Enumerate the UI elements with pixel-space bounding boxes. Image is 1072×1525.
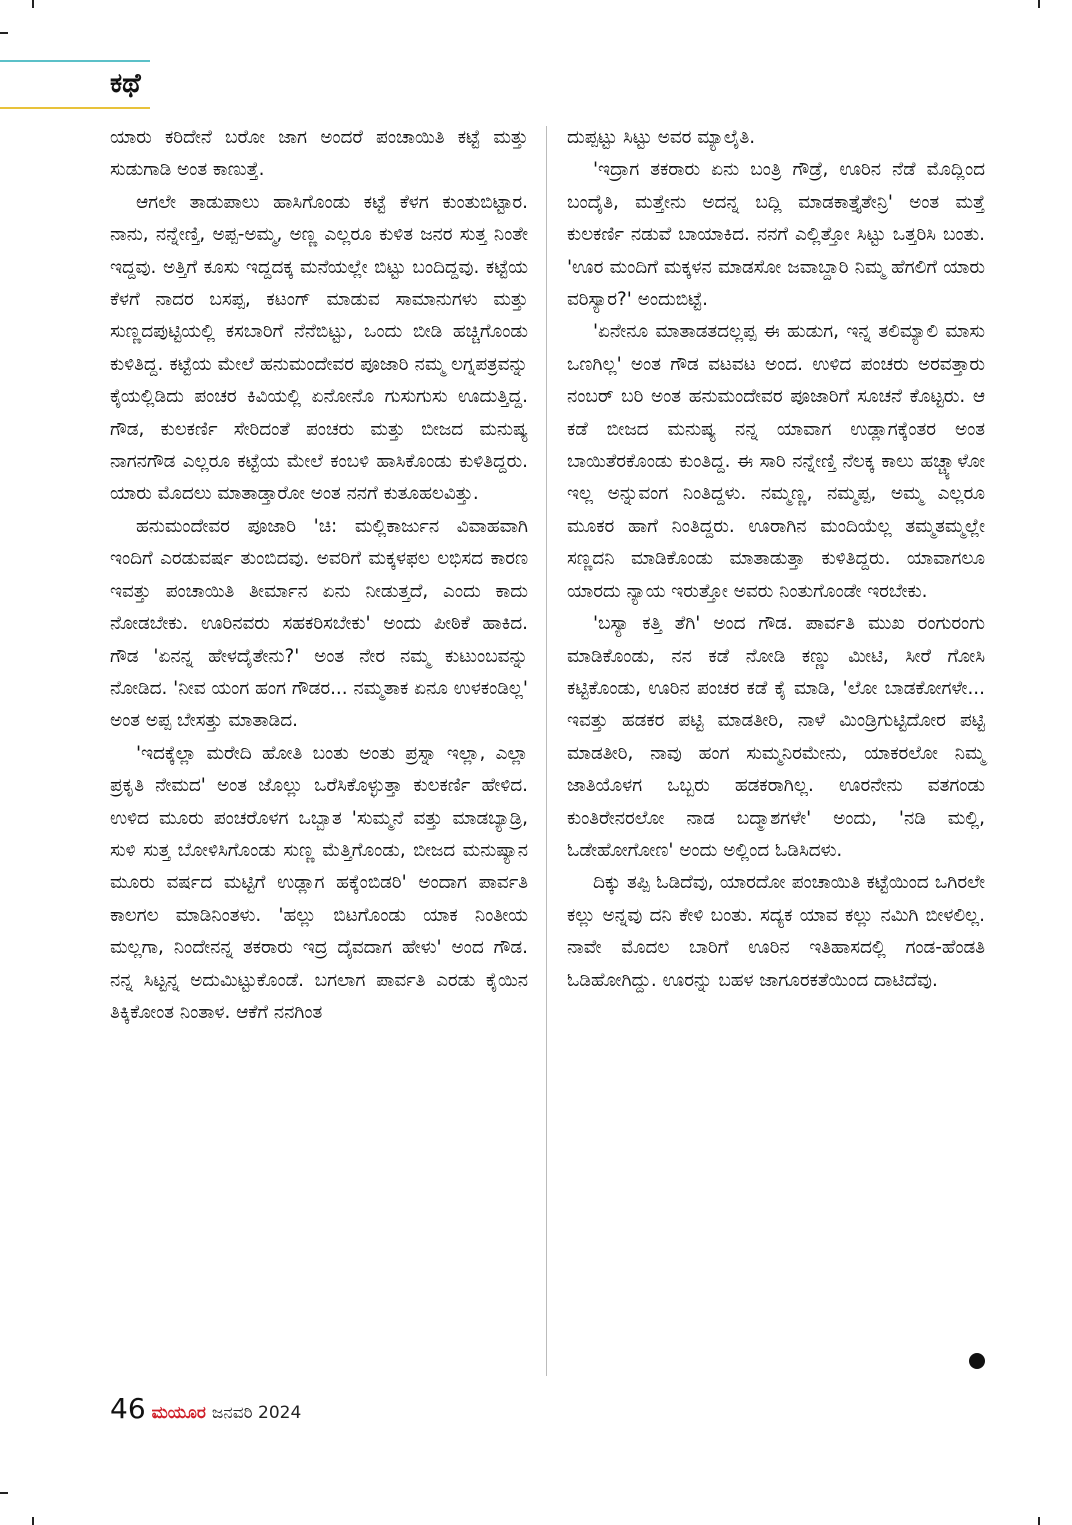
right-paragraph-5: ದಿಕ್ಕು ತಪ್ಪಿ ಓಡಿದೆವು, ಯಾರದೋ ಪಂಚಾಯಿತಿ ಕಟ್ಟೆಯಿಂದ ಒಗಿರಲೇ ಕಲ್ಲು ಅನ್ನವು ದನಿ ಕೇಳಿ ಬಂತು. ಸದ್ಯಕ ಯಾವ ಕಲ್ಲು ನಮಿಗಿ ಬೀಳಲಿಲ್ಲ. ನಾವೇ ಮೊದಲ ಬಾರಿಗೆ ಊರಿನ ಇತಿಹಾಸದಲ್ಲಿ ಗಂಡ-ಹೆಂಡತಿ ಓಡಿಹೋಗಿದ್ದು. ಊರನ್ನು ಬಹಳ ಜಾಗೂರಕತೆಯಿಂದ ದಾಟಿದೆವು. [567,872,985,991]
magazine-name: ಮಯೂರ [151,1403,206,1423]
crop-mark-top-left-side [0,32,8,34]
crop-mark-top-left [32,0,34,8]
section-label: ಕಥೆ [110,68,141,99]
right-paragraph-4: 'ಬಸ್ಯಾ ಕತ್ತಿ ತೆಗಿ' ಅಂದ ಗೌಡ. ಪಾರ್ವತಿ ಮುಖ ರಂಗುರಂಗು ಮಾಡಿಕೊಂಡು, ನನ ಕಡೆ ನೋಡಿ ಕಣ್ಣು ಮೀಟಿ, ಸೀರೆ ಗೋಸಿ ಕಟ್ಟಿಕೊಂಡು, ಊರಿನ ಪಂಚರ ಕಡೆ ಕೈ ಮಾಡಿ, 'ಲೋ ಬಾಡಕೋಗಳೇ... ಇವತ್ತು ಹಡಕರ ಪಟ್ಟಿ ಮಾಡತೀರಿ, ನಾಳೆ ಮಿಂಡ್ರಿಗುಟ್ಟಿದೋರ ಪಟ್ಟಿ ಮಾಡತೀರಿ, ನಾವು ಹಂಗ ಸುಮ್ಮನಿರಮೇನು, ಯಾಕರಲೋ ನಿಮ್ಮ ಜಾತಿಯೊಳಗ ಒಬ್ಬರು ಹಡಕರಾಗಿಲ್ಲ. ಊರನೇನು ವತಗಂಡು ಕುಂತಿರೇನರಲೋ ನಾಡ ಬದ್ಮಾಶಗಳೇ' ಅಂದು, 'ನಡಿ ಮಲ್ಲಿ, ಓಡೇಹೋಗೋಣ' ಅಂದು ಅಲ್ಲಿಂದ ಓಡಿಸಿದಳು. [567,613,985,861]
header-rule-top [0,60,150,62]
left-paragraph-3: ಹನುಮಂದೇವರ ಪೂಜಾರಿ 'ಚಿ: ಮಲ್ಲಿಕಾರ್ಜುನ ವಿವಾಹವಾಗಿ ಇಂದಿಗೆ ಎರಡುವರ್ಷ ತುಂಬಿದವು. ಅವರಿಗೆ ಮಕ್ಕಳಫಲ ಲಭಿಸದ ಕಾರಣ ಇವತ್ತು ಪಂಚಾಯಿತಿ ತೀರ್ಮಾನ ಏನು ನೀಡುತ್ತದೆ, ಎಂದು ಕಾದು ನೋಡಬೇಕು. ಊರಿನವರು ಸಹಕರಿಸಬೇಕು' ಅಂದು ಪೀಠಿಕೆ ಹಾಕಿದ. ಗೌಡ 'ಏನನ್ನ ಹೇಳದೈತೇನು?' ಅಂತ ನೇರ ನಮ್ಮ ಕುಟುಂಬವನ್ನು ನೋಡಿದ. 'ನೀವ ಯಂಗ ಹಂಗ ಗೌಡರ... ನಮ್ಮತಾಕ ಏನೂ ಉಳಕಂಡಿಲ್ಲ' ಅಂತ ಅಪ್ಪ ಬೇಸತ್ತು ಮಾತಾಡಿದ. [110,515,528,732]
right-paragraph-2: 'ಇದ್ರಾಗ ತಕರಾರು ಏನು ಬಂತ್ರಿ ಗೌಡ್ರೆ, ಊರಿನ ನೆಡೆ ಮೊದ್ಲಿಂದ ಬಂದೈತಿ, ಮತ್ತೇನು ಅದನ್ನ ಬದ್ಲಿ ಮಾಡಕಾತ್ತೈತೇನ್ರಿ' ಅಂತ ಮತ್ತೆ ಕುಲಕರ್ಣಿ ನಡುವೆ ಬಾಯಾಕಿದ. ನನಗೆ ಎಲ್ಲಿತ್ತೋ ಸಿಟ್ಟು ಒತ್ತರಿಸಿ ಬಂತು. 'ಊರ ಮಂದಿಗೆ ಮಕ್ಕಳನ ಮಾಡಸೋ ಜವಾಬ್ದಾರಿ ನಿಮ್ಮ ಹೆಗಲಿಗೆ ಯಾರು ವರಿಸ್ಯಾರ?' ಅಂದುಬಿಟ್ಟೆ. [567,159,985,311]
crop-mark-top-right [1038,0,1040,8]
story-end-bullet-icon [969,1353,985,1369]
crop-mark-bottom-left-side [0,1492,8,1494]
page-number: 46 [110,1392,146,1425]
crop-mark-bottom-left [32,1517,34,1525]
header-rule-bottom [0,107,150,109]
right-paragraph-1: ದುಪ್ಪಟ್ಟು ಸಿಟ್ಟು ಅವರ ಮ್ಯಾಲೈತಿ. [567,127,756,148]
right-paragraph-3: 'ಏನೇನೂ ಮಾತಾಡತದಲ್ಲಪ್ಪ ಈ ಹುಡುಗ, ಇನ್ನ ತಲಿಮ್ಯಾಲಿ ಮಾಸು ಒಣಗಿಲ್ಲ' ಅಂತ ಗೌಡ ವಟವಟ ಅಂದ. ಉಳಿದ ಪಂಚರು ಅರವತ್ತಾರು ನಂಬರ್ ಬರಿ ಅಂತ ಹನುಮಂದೇವರ ಪೂಜಾರಿಗೆ ಸೂಚನೆ ಕೊಟ್ಟರು. ಆ ಕಡೆ ಬೀಜದ ಮನುಷ್ಯ ನನ್ನ ಯಾವಾಗ ಉಡ್ಲಾಗಕ್ಕೆಂತರ ಅಂತ ಬಾಯಿತೆರಕೊಂಡು ಕುಂತಿದ್ದ. ಈ ಸಾರಿ ನನ್ನೇಣ್ತಿ ನೆಲಕ್ಕ ಕಾಲು ಹಚ್ಚ್ಯಾಳೋ ಇಲ್ಲ ಅನ್ನುವಂಗ ನಿಂತಿದ್ದಳು. ನಮ್ಮಣ್ಣ, ನಮ್ಮಪ್ಪ, ಅಮ್ಮ ಎಲ್ಲರೂ ಮೂಕರ ಹಾಗೆ ನಿಂತಿದ್ದರು. ಊರಾಗಿನ ಮಂದಿಯೆಲ್ಲ ತಮ್ಮತಮ್ಮಲ್ಲೇ ಸಣ್ಣದನಿ ಮಾಡಿಕೊಂಡು ಮಾತಾಡುತ್ತಾ ಕುಳಿತಿದ್ದರು. ಯಾವಾಗಲೂ ಯಾರದು ನ್ಯಾಯ ಇರುತ್ತೋ ಅವರು ನಿಂತುಗೊಂಡೇ ಇರಬೇಕು. [567,321,985,602]
left-column [110,122,528,1029]
crop-mark-bottom-right [1038,1517,1040,1525]
column-divider [546,126,547,1376]
left-paragraph-1: ಯಾರು ಕರಿದೇನೆ ಬರೋ ಜಾಗ ಅಂದರೆ ಪಂಚಾಯಿತಿ ಕಟ್ಟೆ ಮತ್ತು ಸುಡುಗಾಡಿ ಅಂತ ಕಾಣುತ್ತೆ. [110,127,528,181]
page-footer [110,1392,301,1432]
left-paragraph-2: ಆಗಲೇ ತಾಡುಪಾಲು ಹಾಸಿಗೊಂಡು ಕಟ್ಟೆ ಕೆಳಗ ಕುಂತುಬಿಟ್ಟಾರ. ನಾನು, ನನ್ನೇಣ್ತಿ, ಅಪ್ಪ-ಅಮ್ಮ, ಅಣ್ಣ ಎಲ್ಲರೂ ಕುಳಿತ ಜನರ ಸುತ್ತ ನಿಂತೇ ಇದ್ದವು. ಅತ್ತಿಗೆ ಕೂಸು ಇದ್ದದಕ್ಕ ಮನೆಯಲ್ಲೇ ಬಿಟ್ಟು ಬಂದಿದ್ದವು. ಕಟ್ಟೆಯ ಕೆಳಗೆ ನಾದರ ಬಸಪ್ಪ, ಕಟಂಗ್ ಮಾಡುವ ಸಾಮಾನುಗಳು ಮತ್ತು ಸುಣ್ಣದಪುಟ್ಟಿಯಲ್ಲಿ ಕಸಬಾರಿಗೆ ನೆನೆಬಿಟ್ಟು, ಒಂದು ಬೀಡಿ ಹಚ್ಚಿಗೊಂಡು ಕುಳಿತಿದ್ದ. ಕಟ್ಟೆಯ ಮೇಲೆ ಹನುಮಂದೇವರ ಪೂಜಾರಿ ನಮ್ಮ ಲಗ್ನಪತ್ರವನ್ನು ಕೈಯಲ್ಲಿಡಿದು ಪಂಚರ ಕಿವಿಯಲ್ಲಿ ಏನೋನೊ ಗುಸುಗುಸು ಊದುತ್ತಿದ್ದ. ಗೌಡ, ಕುಲಕರ್ಣಿ ಸೇರಿದಂತೆ ಪಂಚರು ಮತ್ತು ಬೀಜದ ಮನುಷ್ಯ ನಾಗನಗೌಡ ಎಲ್ಲರೂ ಕಟ್ಟೆಯ ಮೇಲೆ ಕಂಬಳಿ ಹಾಸಿಕೊಂಡು ಕುಳಿತಿದ್ದರು. ಯಾರು ಮೊದಲು ಮಾತಾಡ್ತಾರೋ ಅಂತ ನನಗೆ ಕುತೂಹಲವಿತ್ತು. [110,191,528,505]
left-paragraph-4: 'ಇದಕ್ಕೆಲ್ಲಾ ಮರೇದಿ ಹೋತಿ ಬಂತು ಅಂತು ಪ್ರಸ್ನಾ ಇಲ್ಲಾ, ಎಲ್ಲಾ ಪ್ರಕೃತಿ ನೇಮದ' ಅಂತ ಜೊಲ್ಲು ಒರೆಸಿಕೊಳ್ಳುತ್ತಾ ಕುಲಕರ್ಣಿ ಹೇಳಿದ. ಉಳಿದ ಮೂರು ಪಂಚರೊಳಗ ಒಬ್ಬಾತ 'ಸುಮ್ಮನೆ ವತ್ತು ಮಾಡಬ್ಯಾಡ್ರಿ, ಸುಳಿ ಸುತ್ತ ಬೋಳಿಸಿಗೊಂಡು ಸುಣ್ಣ ಮೆತ್ತಿಗೊಂಡು, ಬೀಜದ ಮನುಷ್ಯಾನ ಮೂರು ವರ್ಷದ ಮಟ್ಟಿಗೆ ಉಡ್ಲಾಗ ಹಕ್ಕೆಂಬಿಡರಿ' ಅಂದಾಗ ಪಾರ್ವತಿ ಕಾಲಗಲ ಮಾಡಿನಿಂತಳು. 'ಹಲ್ಲು ಬಿಟಗೊಂಡು ಯಾಕ ನಿಂತೀಯ ಮಲ್ಲಗಾ, ನಿಂದೇನನ್ನ ತಕರಾರು ಇದ್ರ ದೈವದಾಗ ಹೇಳು' ಅಂದ ಗೌಡ. ನನ್ನ ಸಿಟ್ಟನ್ನ ಅದುಮಿಟ್ಟುಕೊಂಡೆ. ಬಗಲಾಗ ಪಾರ್ವತಿ ಎರಡು ಕೈಯಿನ ತಿಕ್ಕಿಕೋಂತ ನಿಂತಾಳ. ಆಕೆಗೆ ನನಗಿಂತ [110,742,528,1023]
right-column [567,122,985,997]
issue-date: ಜನವರಿ 2024 [211,1403,302,1423]
